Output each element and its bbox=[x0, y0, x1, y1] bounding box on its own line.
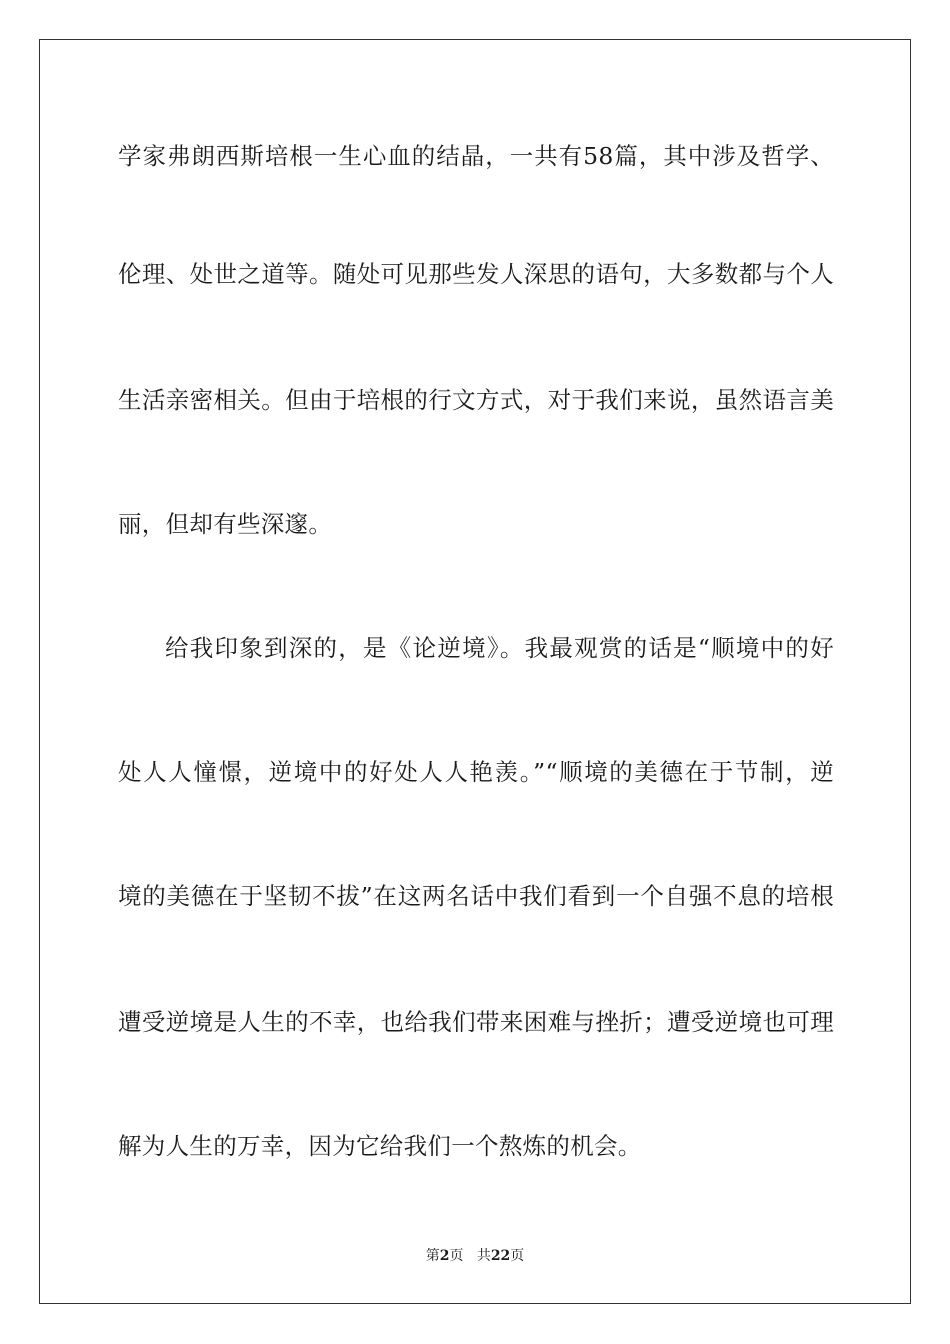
paragraph-line-5: 给我印象到深的，是《论逆境》。我最观赏的话是“顺境中的好 bbox=[165, 634, 834, 662]
page-footer bbox=[0, 1247, 950, 1265]
paragraph-line-9: 解为人生的万幸，因为它给我们一个熬炼的机会。 bbox=[118, 1132, 642, 1160]
page-unit: 页 bbox=[449, 1248, 464, 1264]
page-prefix: 第 bbox=[425, 1248, 440, 1264]
paragraph-line-1: 学家弗朗西斯培根一生心血的结晶，一共有58篇，其中涉及哲学、 bbox=[118, 142, 834, 170]
total-prefix: 共 bbox=[476, 1248, 491, 1264]
page-border bbox=[39, 39, 911, 1304]
paragraph-line-2: 伦理、处世之道等。随处可见那些发人深思的语句，大多数都与个人 bbox=[118, 260, 834, 288]
paragraph-line-4: 丽，但却有些深邃。 bbox=[118, 510, 333, 538]
total-page-number: 22 bbox=[490, 1248, 511, 1264]
current-page-number: 2 bbox=[439, 1248, 450, 1264]
paragraph-line-7: 境的美德在于坚韧不拔”在这两名话中我们看到一个自强不息的培根 bbox=[118, 882, 834, 910]
paragraph-line-8: 遭受逆境是人生的不幸，也给我们带来困难与挫折；遭受逆境也可理 bbox=[118, 1008, 834, 1036]
paragraph-line-3: 生活亲密相关。但由于培根的行文方式，对于我们来说，虽然语言美 bbox=[118, 386, 834, 414]
paragraph-line-6: 处人人憧憬，逆境中的好处人人艳羡。”“顺境的美德在于节制，逆 bbox=[118, 758, 834, 786]
total-unit: 页 bbox=[510, 1248, 525, 1264]
